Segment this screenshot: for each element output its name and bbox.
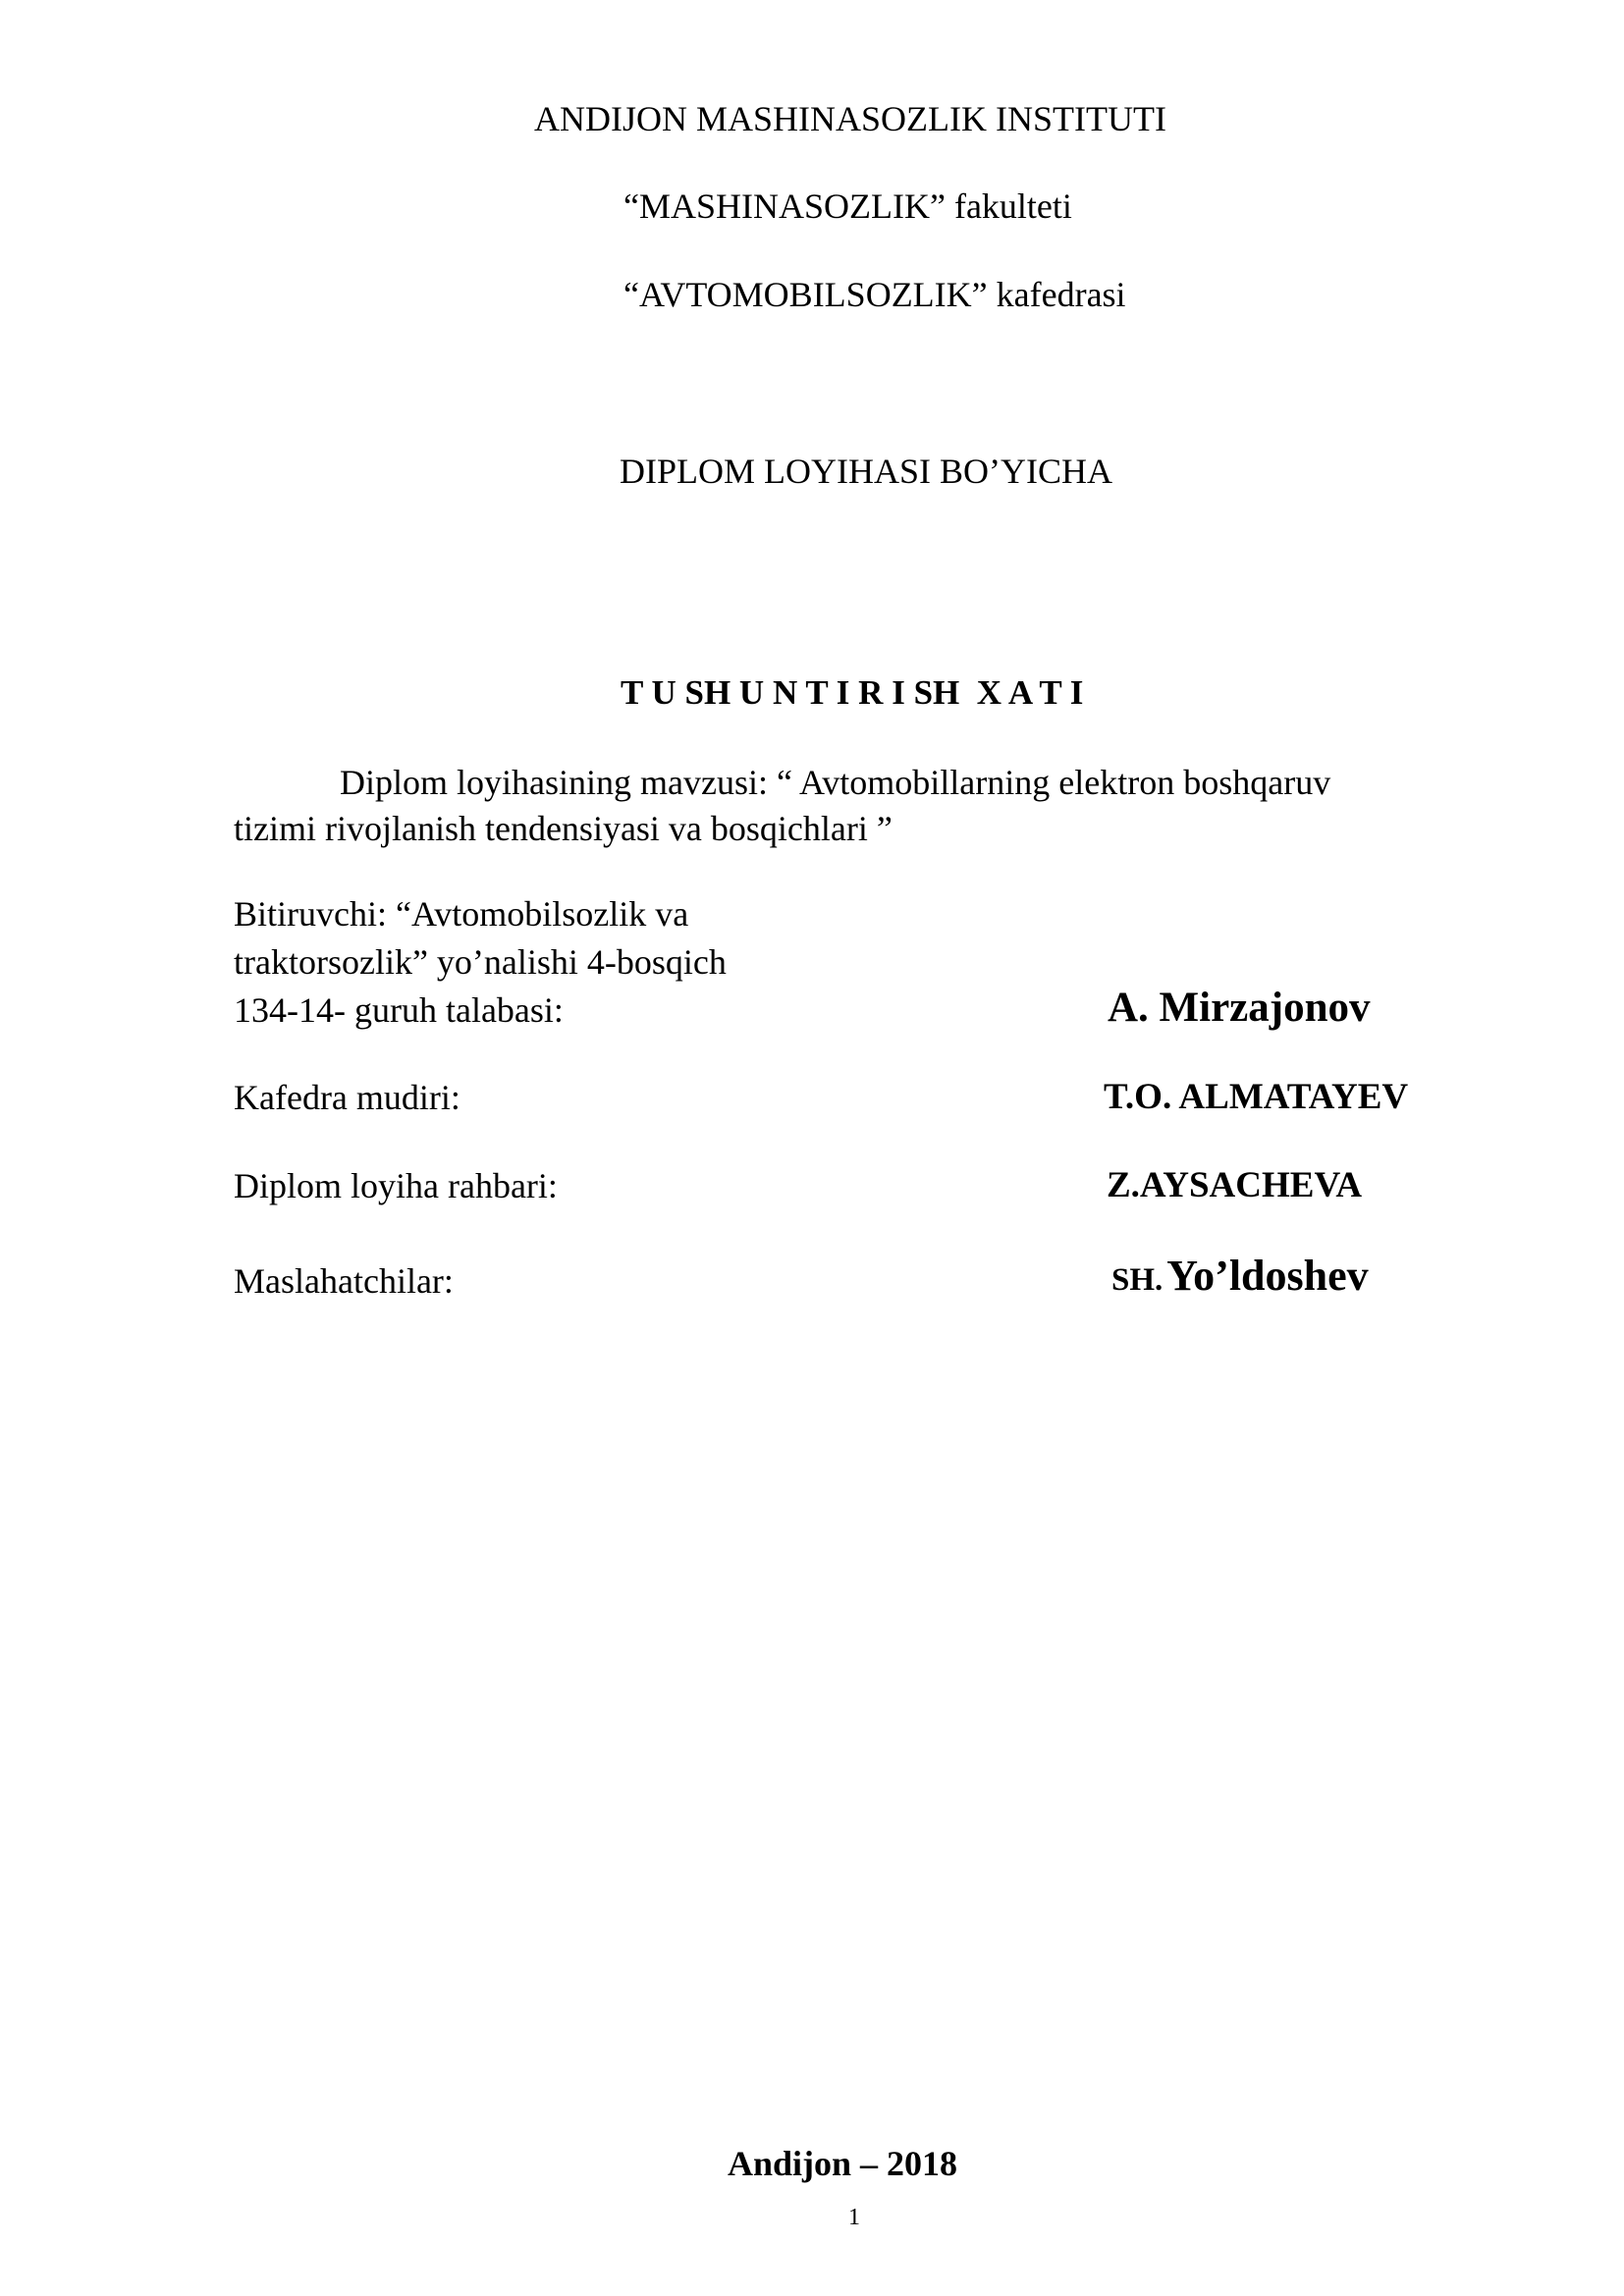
document-type: DIPLOM LOYIHASI BO’YICHA <box>620 452 1112 491</box>
diploma-topic <box>234 760 1432 852</box>
page-number: 1 <box>848 2205 860 2230</box>
student-name: A. Mirzajonov <box>1108 985 1371 1031</box>
supervisor-label: Diplom loyiha rahbari: <box>234 1166 558 1205</box>
topic-line-1: Diplom loyihasining mavzusi: “ Avtomobillarning elektron boshqaruv <box>340 763 1331 802</box>
graduate-line-1: Bitiruvchi: “Avtomobilsozlik va <box>234 894 689 934</box>
institute-name: ANDIJON MASHINASOZLIK INSTITUTI <box>534 99 1166 138</box>
graduate-line-3: 134-14- guruh talabasi: <box>234 990 564 1030</box>
topic-line-2: tizimi rivojlanish tendensiyasi va bosqichlari ” <box>234 809 893 848</box>
faculty-name: “MASHINASOZLIK” fakulteti <box>623 187 1072 226</box>
document-title <box>621 675 1083 710</box>
head-of-department-label: Kafedra mudiri: <box>234 1078 460 1117</box>
consultant-name <box>1111 1252 1369 1300</box>
head-of-department-name: T.O. ALMATAYEV <box>1104 1077 1409 1117</box>
consultant-initials: SH. <box>1111 1262 1164 1298</box>
document-title-text: T U SH U N T I R I SH X A T I <box>621 673 1084 712</box>
department-name: “AVTOMOBILSOZLIK” kafedrasi <box>623 275 1126 314</box>
graduate-line-2: traktorsozlik” yo’nalishi 4-bosqich <box>234 942 727 982</box>
consultants-label: Maslahatchilar: <box>234 1261 454 1301</box>
city-year: Andijon – 2018 <box>727 2144 958 2183</box>
consultant-surname: Yo’ldoshev <box>1166 1252 1369 1300</box>
supervisor-name: Z.AYSACHEVA <box>1107 1165 1363 1205</box>
